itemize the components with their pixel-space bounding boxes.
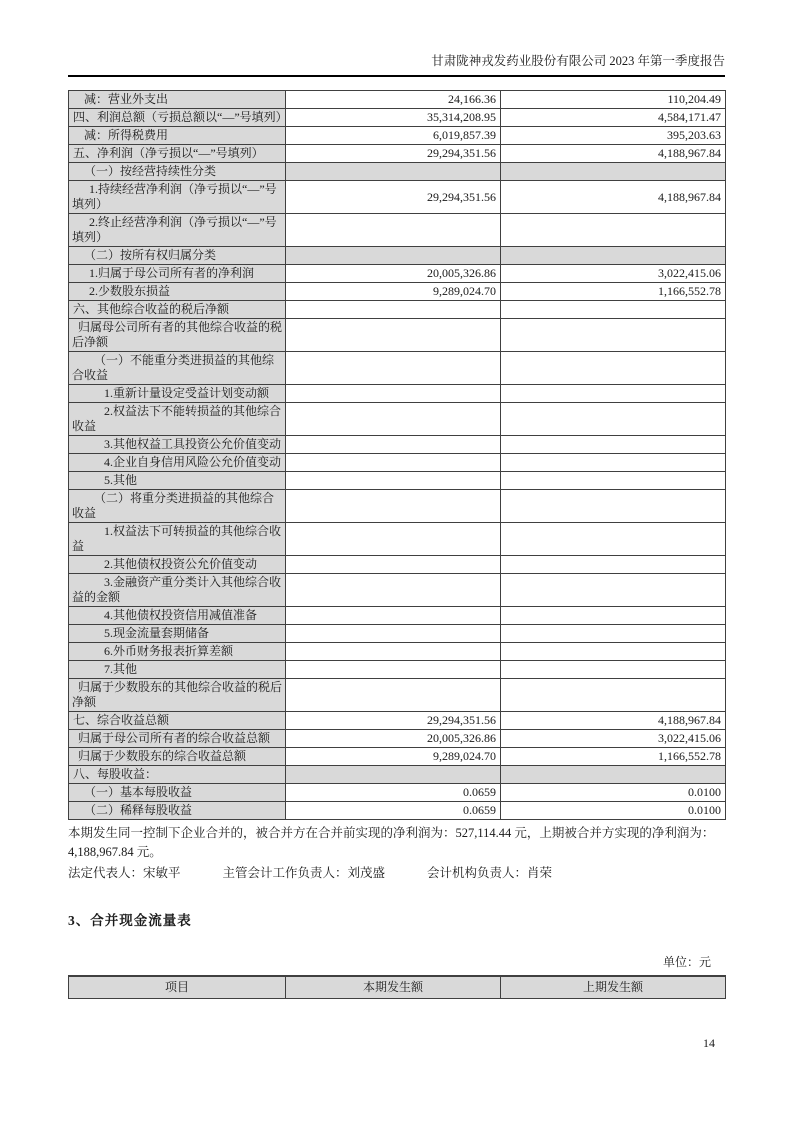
row-label: 4.企业自身信用风险公允价值变动 [69,454,286,472]
cashflow-table [68,975,726,999]
table-row [69,574,726,607]
row-label: 减：营业外支出 [69,91,286,109]
merger-note: 本期发生同一控制下企业合并的，被合并方在合并前实现的净利润为：527,114.44 元，上期被合并方实现的净利润为：4,188,967.84 元。 [68,826,715,859]
prior-period-value [501,643,726,661]
row-label: 四、利润总额（亏损总额以“—”号填列） [69,109,286,127]
prior-period-value [501,679,726,712]
cashflow-header-row [69,976,726,999]
current-period-value [286,523,501,556]
table-row [69,607,726,625]
current-period-value [286,607,501,625]
table-row [69,91,726,109]
table-row [69,283,726,301]
row-label: 5.现金流量套期储备 [69,625,286,643]
table-row [69,127,726,145]
current-period-value: 35,314,208.95 [286,109,501,127]
prior-period-value: 0.0100 [501,784,726,802]
current-period-value [286,403,501,436]
table-row [69,214,726,247]
table-row [69,661,726,679]
report-header-title: 甘肃陇神戎发药业股份有限公司 2023 年第一季度报告 [68,0,725,77]
prior-period-value [501,352,726,385]
prior-period-value: 4,188,967.84 [501,712,726,730]
row-label: 4.其他债权投资信用减值准备 [69,607,286,625]
prior-period-value [501,163,726,181]
prior-period-value [501,454,726,472]
table-row [69,679,726,712]
row-label: （一）基本每股收益 [69,784,286,802]
table-row [69,247,726,265]
row-label: 1.重新计量设定受益计划变动额 [69,385,286,403]
table-row [69,403,726,436]
current-period-value [286,301,501,319]
current-period-value [286,574,501,607]
current-period-value [286,436,501,454]
prior-period-value: 4,188,967.84 [501,145,726,163]
current-period-value [286,661,501,679]
current-period-value [286,472,501,490]
prior-period-value [501,574,726,607]
income-statement-table [68,90,726,820]
row-label: 2.其他债权投资公允价值变动 [69,556,286,574]
table-row [69,265,726,283]
current-period-value: 29,294,351.56 [286,145,501,163]
row-label: 6.外币财务报表折算差额 [69,643,286,661]
current-period-value: 6,019,857.39 [286,127,501,145]
table-row [69,109,726,127]
table-row [69,490,726,523]
accounting-org-head: 会计机构负责人：肖荣 [427,866,553,880]
signature-line [68,864,725,883]
prior-period-value: 4,188,967.84 [501,181,726,214]
row-label: 1.权益法下可转损益的其他综合收益 [69,523,286,556]
table-row [69,523,726,556]
table-row [69,352,726,385]
cashflow-section-heading: 3、合并现金流量表 [68,913,192,928]
accounting-head: 主管会计工作负责人：刘茂盛 [222,866,386,880]
current-period-value [286,454,501,472]
row-label: （二）将重分类进损益的其他综合收益 [69,490,286,523]
prior-period-value [501,436,726,454]
row-label: 归属于少数股东的综合收益总额 [69,748,286,766]
row-label: 7.其他 [69,661,286,679]
row-label: 3.金融资产重分类计入其他综合收益的金额 [69,574,286,607]
current-period-value [286,163,501,181]
prior-period-value [501,607,726,625]
row-label: 归属于母公司所有者的综合收益总额 [69,730,286,748]
current-period-value [286,643,501,661]
table-row [69,385,726,403]
table-row [69,730,726,748]
row-label: （二）按所有权归属分类 [69,247,286,265]
page-number: 14 [703,1036,715,1050]
current-period-value: 20,005,326.86 [286,730,501,748]
legal-representative: 法定代表人：宋敏平 [68,866,181,880]
column-header-prior-period: 上期发生额 [501,976,726,999]
prior-period-value: 4,584,171.47 [501,109,726,127]
row-label: （二）稀释每股收益 [69,802,286,820]
table-row [69,145,726,163]
row-label: 2.少数股东损益 [69,283,286,301]
table-row [69,181,726,214]
prior-period-value: 1,166,552.78 [501,748,726,766]
row-label: 减：所得税费用 [69,127,286,145]
table-row [69,454,726,472]
current-period-value [286,214,501,247]
current-period-value [286,766,501,784]
prior-period-value [501,556,726,574]
row-label: 五、净利润（净亏损以“—”号填列） [69,145,286,163]
current-period-value [286,556,501,574]
current-period-value [286,490,501,523]
row-label: （一）不能重分类进损益的其他综合收益 [69,352,286,385]
row-label: 1.持续经营净利润（净亏损以“—”号填列） [69,181,286,214]
row-label: 七、综合收益总额 [69,712,286,730]
unit-label: 单位：元 [662,955,711,969]
table-row [69,643,726,661]
current-period-value: 24,166.36 [286,91,501,109]
current-period-value: 20,005,326.86 [286,265,501,283]
table-row [69,712,726,730]
prior-period-value [501,403,726,436]
table-row [69,556,726,574]
current-period-value: 29,294,351.56 [286,181,501,214]
current-period-value: 0.0659 [286,802,501,820]
prior-period-value: 3,022,415.06 [501,730,726,748]
table-row [69,784,726,802]
prior-period-value: 0.0100 [501,802,726,820]
row-label: 归属于少数股东的其他综合收益的税后净额 [69,679,286,712]
current-period-value [286,247,501,265]
current-period-value [286,352,501,385]
income-statement-body [69,91,726,820]
table-row [69,802,726,820]
table-row [69,625,726,643]
row-label: 1.归属于母公司所有者的净利润 [69,265,286,283]
table-row [69,319,726,352]
table-row [69,472,726,490]
row-label: 六、其他综合收益的税后净额 [69,301,286,319]
table-row [69,163,726,181]
table-row [69,766,726,784]
prior-period-value [501,301,726,319]
row-label: 归属母公司所有者的其他综合收益的税后净额 [69,319,286,352]
prior-period-value [501,625,726,643]
row-label: 八、每股收益： [69,766,286,784]
column-header-item: 项目 [69,976,286,999]
current-period-value: 29,294,351.56 [286,712,501,730]
current-period-value [286,625,501,643]
prior-period-value [501,490,726,523]
row-label: 3.其他权益工具投资公允价值变动 [69,436,286,454]
row-label: 5.其他 [69,472,286,490]
prior-period-value [501,385,726,403]
current-period-value [286,679,501,712]
prior-period-value [501,523,726,556]
prior-period-value [501,319,726,352]
prior-period-value [501,472,726,490]
table-row [69,436,726,454]
current-period-value: 9,289,024.70 [286,748,501,766]
prior-period-value [501,661,726,679]
prior-period-value [501,214,726,247]
prior-period-value: 395,203.63 [501,127,726,145]
prior-period-value: 3,022,415.06 [501,265,726,283]
current-period-value: 9,289,024.70 [286,283,501,301]
current-period-value [286,385,501,403]
prior-period-value: 110,204.49 [501,91,726,109]
row-label: 2.权益法下不能转损益的其他综合收益 [69,403,286,436]
prior-period-value [501,247,726,265]
table-row [69,301,726,319]
row-label: （一）按经营持续性分类 [69,163,286,181]
table-row [69,748,726,766]
current-period-value [286,319,501,352]
current-period-value: 0.0659 [286,784,501,802]
prior-period-value [501,766,726,784]
column-header-current-period: 本期发生额 [286,976,501,999]
prior-period-value: 1,166,552.78 [501,283,726,301]
row-label: 2.终止经营净利润（净亏损以“—”号填列） [69,214,286,247]
